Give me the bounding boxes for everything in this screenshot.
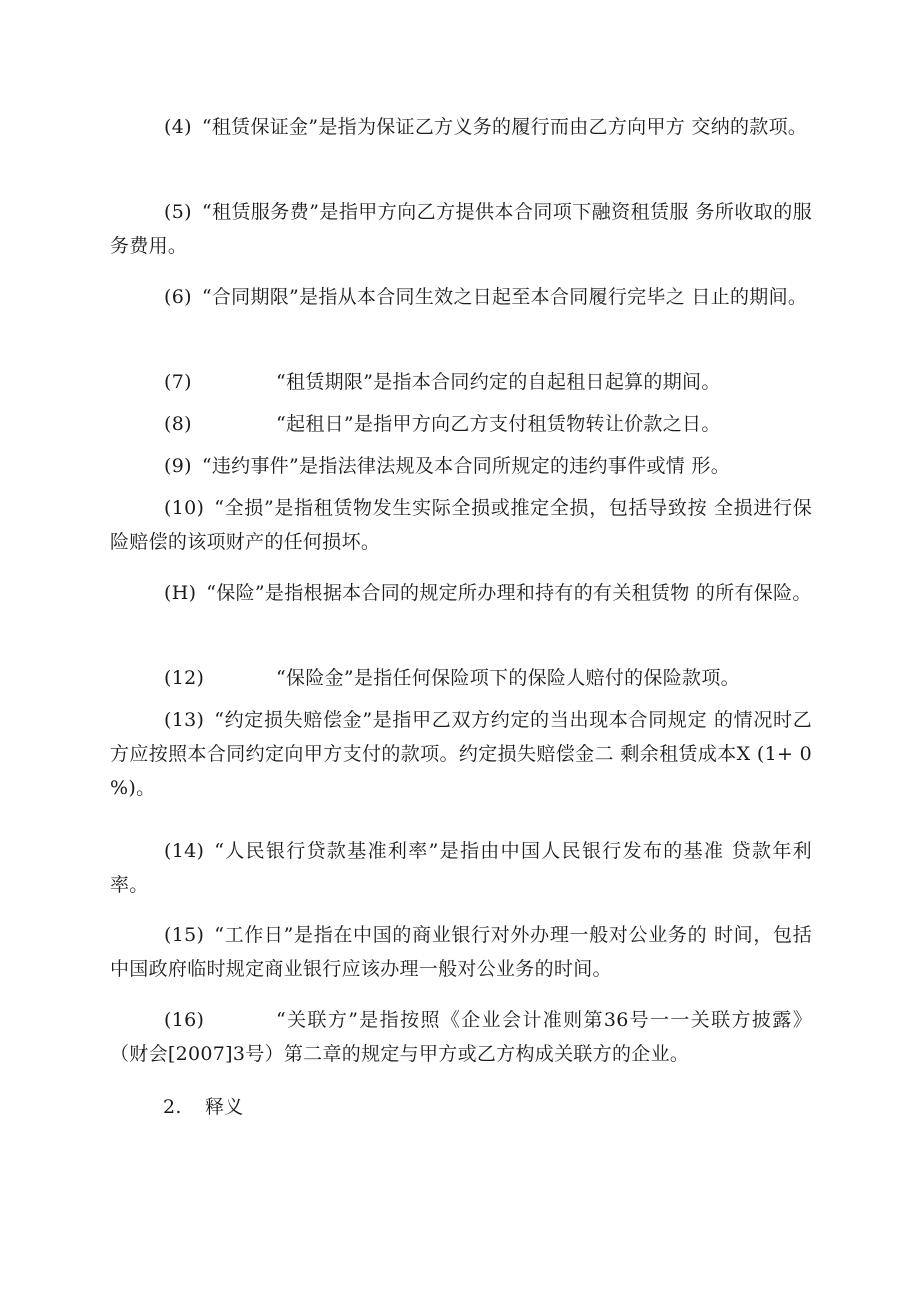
clause-number: (15) [164,924,205,946]
clause-text: “违约事件”是指法律法规及本合同所规定的违约事件或情 形。 [201,455,730,477]
clause-10 [110,491,812,559]
clause-text: “约定损失赔偿金”是指甲乙双方约定的当出现本合同规定 的情况时乙方应按照本合同约定向甲方支付的款项。约定损失赔偿金二 剩余租赁成本X (1+ 0 %)。 [110,709,812,799]
clause-text: “租赁保证金”是指为保证乙方义务的履行而由乙方向甲方 交纳的款项。 [201,116,808,138]
clause-text: “保险金”是指任何保险项下的保险人赔付的保险款项。 [276,667,740,689]
clause-13 [110,703,812,805]
clause-14 [110,834,812,902]
clause-number: (14) [164,840,205,862]
clause-number: (4) [164,116,192,138]
clause-number: (10) [164,497,205,519]
clause-number: (7) [164,371,192,393]
clause-number: (8) [164,413,192,435]
clause-text: “关联方”是指按照《企业会计准则第36号一一关联方披露》（财会[2007]3号）第二章的规定与甲方或乙方构成关联方的企业。 [110,1009,812,1065]
clause-text: “租赁服务费”是指甲方向乙方提供本合同项下融资租赁服 务所收取的服务费用。 [110,201,812,257]
clause-11 [110,576,812,610]
clause-text: “保险”是指根据本合同的规定所办理和持有的有关租赁物 的所有保险。 [206,582,812,604]
clause-number: (H) [164,582,197,604]
clause-6 [110,280,812,314]
clause-9 [110,449,812,483]
clause-text: “合同期限”是指从本合同生效之日起至本合同履行完毕之 日止的期间。 [201,286,808,308]
clause-number: (6) [164,286,192,308]
clause-text: “全损”是指租赁物发生实际全损或推定全损，包括导致按 全损进行保险赔偿的该项财产的任何损坏。 [110,497,812,553]
section-heading [163,1090,244,1124]
clause-text: “起租日”是指甲方向乙方支付租赁物转让价款之日。 [276,413,721,435]
clause-number: (13) [164,709,205,731]
clause-15 [110,918,812,986]
clause-4 [110,110,812,144]
clause-7 [110,365,812,399]
clause-text: “租赁期限”是指本合同约定的自起租日起算的期间。 [276,371,721,393]
clause-text: “人民银行贷款基准利率”是指由中国人民银行发布的基准 贷款年利率。 [110,840,812,896]
clause-text: “工作日”是指在中国的商业银行对外办理一般对公业务的 时间，包括中国政府临时规定商业银行应该办理一般对公业务的时间。 [110,924,812,980]
clause-12 [110,661,812,695]
clause-16 [110,1003,812,1071]
clause-number: (5) [164,201,192,223]
section-number: 2. [163,1096,182,1118]
clause-number: (9) [164,455,192,477]
clause-8 [110,407,812,441]
clause-number: (12) [164,667,205,689]
clause-5 [110,195,812,263]
section-title: 释义 [205,1096,244,1118]
clause-number: (16) [164,1009,205,1031]
